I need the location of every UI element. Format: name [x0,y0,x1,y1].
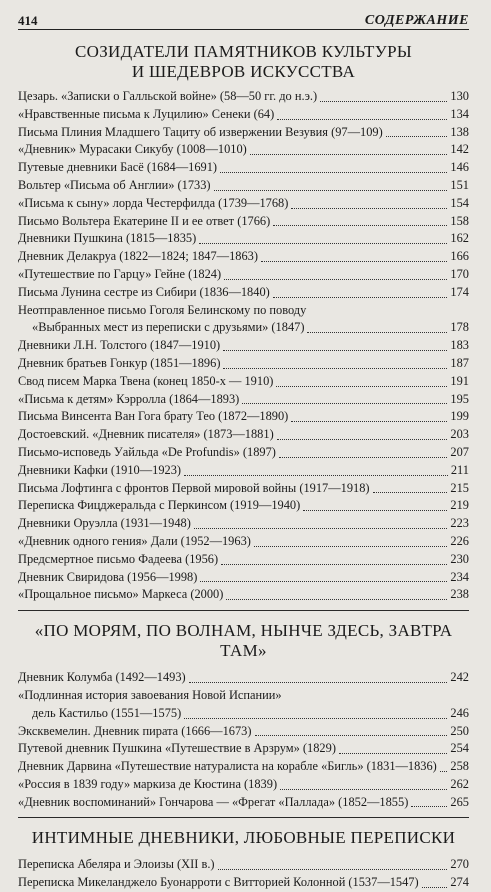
section-title [18,42,469,82]
dot-leader [303,509,447,511]
toc-entry-continuation: дель Кастильо (1551—1575) [32,705,182,720]
dot-leader [339,752,447,754]
dot-leader [218,868,448,870]
toc-page-number: 238 [450,587,469,602]
dot-leader [277,118,447,120]
toc-page-number: 254 [450,741,469,756]
section-title-line: СОЗИДАТЕЛИ ПАМЯТНИКОВ КУЛЬТУРЫ [75,42,412,61]
toc-entry[interactable] [18,266,469,284]
toc-page-number: 265 [450,794,469,809]
toc-entry-text: Письма Лунина сестре из Сибири (1836—1840) [18,284,270,299]
running-head [18,0,469,30]
toc-entry-text: Письмо Вольтера Екатерине II и ее ответ (1766) [18,213,271,228]
toc-entry-text: «Прощальное письмо» Маркеса (2000) [18,587,224,602]
toc-entry[interactable] [18,705,469,723]
dot-leader [411,805,447,807]
dot-leader [291,207,447,209]
toc-page-number: 162 [450,231,469,246]
section-title-line: «ПО МОРЯМ, ПО ВОЛНАМ, НЫНЧЕ ЗДЕСЬ, ЗАВТРА ТАМ» [34,621,453,661]
toc-page-number: 234 [450,569,469,584]
toc-page-number: 130 [450,89,469,103]
section-divider [18,817,469,818]
toc-entry[interactable] [18,586,469,604]
table-of-contents [18,42,469,892]
toc-entry-text: Дневник Делакруа (1822—1824; 1847—1863) [18,249,258,264]
toc-entry-text: «Подлинная история завоевания Новой Испании» [18,687,282,702]
toc-entry-text: Путевые дневники Басё (1684—1691) [18,160,218,175]
toc-entry-text: Дневник Дарвина «Путешествие натуралиста на корабле «Бигль» (1831—1836) [18,759,437,774]
toc-entry-text: Неотправленное письмо Гоголя Белинскому по поводу [18,302,307,317]
dot-leader [307,331,447,333]
toc-page-number: 242 [450,670,469,685]
toc-entry[interactable] [18,248,469,266]
toc-page-number: 274 [450,875,469,890]
dot-leader [242,402,447,404]
dot-leader [279,456,447,458]
toc-page-number: 158 [450,213,469,228]
toc-entry-text: «Дневник одного гения» Дали (1952—1963) [18,533,251,548]
toc-entry[interactable] [18,408,469,426]
toc-entry[interactable] [18,337,469,355]
dot-leader [273,224,447,226]
toc-entry[interactable] [18,497,469,515]
dot-leader [422,886,448,888]
toc-entry-text: «Россия в 1839 году» маркиза де Кюстина (1839) [18,776,278,791]
dot-leader [221,563,447,565]
toc-entry[interactable] [18,551,469,569]
toc-page-number: 223 [450,516,469,531]
toc-entry-text: Переписка Микеланджело Буонарроти с Витторией Колонной (1537—1547) [18,875,419,890]
toc-entry-text: Вольтер «Письма об Англии» (1733) [18,177,211,192]
toc-entry-text: Эксквемелин. Дневник пирата (1666—1673) [18,723,252,738]
toc-entry-text: Дневники Кафки (1910—1923) [18,462,182,477]
toc-page-number: 203 [450,427,469,442]
toc-entry-text: «Письма к сыну» лорда Честерфилда (1739—1768) [18,195,289,210]
toc-entry[interactable] [18,284,469,302]
toc-page-number: 270 [450,857,469,872]
toc-entry[interactable] [18,355,469,373]
toc-entry[interactable] [18,373,469,391]
toc-entry-text: Переписка Фицджеральда с Перкинсом (1919—1940) [18,498,301,513]
toc-entry[interactable] [18,177,469,195]
dot-leader [250,153,448,155]
dot-leader [189,681,448,683]
dot-leader [254,545,448,547]
toc-entry[interactable] [18,533,469,551]
dot-leader [224,278,447,280]
toc-page-number: 211 [450,462,469,477]
toc-page-number: 207 [450,444,469,459]
toc-page-number: 215 [450,480,469,495]
dot-leader [440,770,448,772]
toc-page-number: 134 [450,106,469,121]
toc-page-number: 170 [450,266,469,281]
toc-entry-text: Письма Лофтинга с фронтов Первой мировой войны (1917—1918) [18,480,370,495]
toc-entry[interactable] [18,88,469,106]
dot-leader [386,135,448,137]
dot-leader [373,491,448,493]
dot-leader [261,260,447,262]
toc-entry-text: Путевой дневник Пушкина «Путешествие в Арзрум» (1829) [18,741,336,756]
dot-leader [223,349,447,351]
toc-page-number: 151 [450,177,469,192]
toc-entry[interactable] [18,444,469,462]
running-title: СОДЕРЖАНИЕ [364,13,469,28]
toc-entry[interactable] [18,159,469,177]
dot-leader [200,580,447,582]
toc-entry[interactable] [18,669,469,687]
toc-entry-text: «Нравственные письма к Луцилию» Сенеки (64) [18,106,275,121]
dot-leader [199,242,447,244]
toc-page-number: 166 [450,249,469,264]
toc-page-number: 258 [450,759,469,774]
toc-entry[interactable] [18,141,469,159]
toc-entry-text: Дневник Свиридова (1956—1998) [18,569,198,584]
toc-entry-text: «Путешествие по Гарцу» Гейне (1824) [18,266,222,281]
toc-entry[interactable] [18,874,469,892]
toc-page-number: 142 [450,142,469,157]
toc-page-number: 187 [450,355,469,370]
dot-leader [255,734,448,736]
toc-entry[interactable] [18,319,469,337]
toc-entry-text: Предсмертное письмо Фадеева (1956) [18,551,219,566]
section-title [18,828,469,848]
toc-entry-text: Письма Винсента Ван Гога брату Тео (1872—1890) [18,409,289,424]
dot-leader [226,598,447,600]
dot-leader [320,100,447,102]
dot-leader [280,788,447,790]
toc-entry[interactable] [18,723,469,741]
toc-page-number: 199 [450,409,469,424]
toc-entry-text: Дневники Пушкина (1815—1835) [18,231,197,246]
section-divider [18,610,469,611]
toc-entry[interactable] [18,856,469,874]
toc-entry-text: Переписка Абеляра и Элоизы (XII в.) [18,857,215,872]
toc-entry-text: «Дневник» Мурасаки Сикубу (1008—1010) [18,142,247,157]
toc-entry-continuation: «Выбранных мест из переписки с друзьями» (1847) [32,320,305,335]
toc-entry[interactable] [18,794,469,812]
toc-entry[interactable] [18,391,469,409]
dot-leader [184,717,447,719]
toc-entry-text: Письмо-исповедь Уайльда «De Profundis» (1897) [18,444,276,459]
section-title-line: ИНТИМНЫЕ ДНЕВНИКИ, ЛЮБОВНЫЕ ПЕРЕПИСКИ [31,828,456,848]
toc-page-number: 174 [450,284,469,299]
dot-leader [291,420,447,422]
toc-entry[interactable] [18,740,469,758]
toc-entry[interactable] [18,106,469,124]
toc-page-number: 246 [450,705,469,720]
toc-entry-text: Свод писем Марка Твена (конец 1850-х — 1910) [18,373,274,388]
toc-entry[interactable] [18,462,469,480]
toc-page-number: 195 [450,391,469,406]
toc-entry-text: Письма Плиния Младшего Тациту об извержении Везувия (97—109) [18,124,383,139]
dot-leader [276,385,447,387]
toc-entry[interactable] [18,569,469,587]
toc-page-number: 183 [450,338,469,353]
toc-page-number: 262 [450,776,469,791]
toc-page-number: 250 [450,723,469,738]
section-title-line: И ШЕДЕВРОВ ИСКУССТВА [131,62,356,81]
dot-leader [277,438,448,440]
dot-leader [220,171,447,173]
toc-entry-text: Достоевский. «Дневник писателя» (1873—1881) [18,427,274,442]
toc-entry-text: Дневник Колумба (1492—1493) [18,670,186,685]
page-number: 414 [18,13,38,28]
toc-entry-text: Дневник братьев Гонкур (1851—1896) [18,355,221,370]
toc-entry[interactable] [18,213,469,231]
toc-page-number: 219 [450,498,469,513]
toc-entry-text: Дневники Оруэлла (1931—1948) [18,516,191,531]
toc-entry-text: Цезарь. «Записки о Галльской войне» (58—50 гг. до н.э.) [18,89,318,103]
toc-page-number: 154 [450,195,469,210]
toc-page-number: 191 [450,373,469,388]
section-title [18,621,469,661]
toc-page-number: 146 [450,160,469,175]
toc-entry[interactable] [18,230,469,248]
dot-leader [273,296,448,298]
toc-page-number: 226 [450,533,469,548]
toc-entry[interactable] [18,195,469,213]
dot-leader [194,527,448,529]
toc-entry[interactable] [18,426,469,444]
toc-entry[interactable] [18,758,469,776]
toc-page-number: 230 [450,551,469,566]
toc-entry[interactable] [18,515,469,533]
toc-entry[interactable] [18,480,469,498]
dot-leader [223,367,447,369]
toc-entry[interactable] [18,124,469,142]
toc-page-number: 178 [450,320,469,335]
toc-page-number: 138 [450,124,469,139]
toc-entry-text: «Дневник воспоминаний» Гончарова — «Фрегат «Паллада» (1852—1855) [18,794,409,809]
dot-leader [184,474,448,476]
dot-leader [214,189,448,191]
toc-entry-text: «Письма к детям» Кэрролла (1864—1893) [18,391,240,406]
toc-entry[interactable] [18,776,469,794]
toc-entry-text: Дневники Л.Н. Толстого (1847—1910) [18,338,221,353]
